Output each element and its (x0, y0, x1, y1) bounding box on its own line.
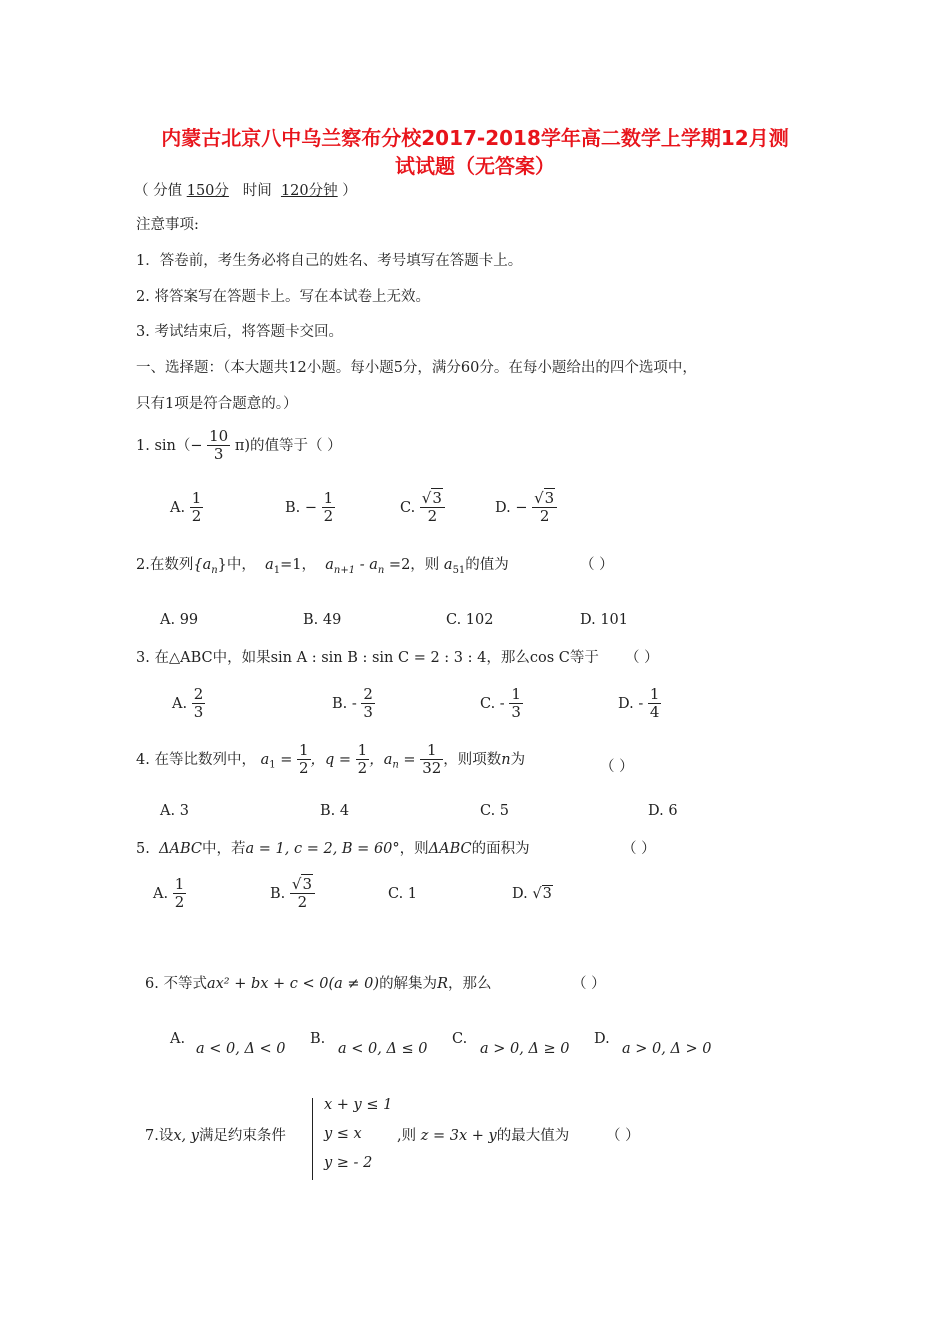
question-1 (136, 428, 342, 464)
q6-option-d-label: D. (594, 1031, 610, 1047)
q7-constraint-1: x + y ≤ 1 (324, 1097, 393, 1113)
section-instructions-line-1: 一、选择题：（本大题共12小题。每小题5分，满分60分。在每小题给出的四个选项中， (136, 360, 697, 376)
q3-answer-paren: （ ） (625, 650, 659, 666)
q4-option-b: B. 4 (320, 803, 350, 819)
q3-option-c: C. - $\frac{1}{3}$ (480, 685, 521, 722)
q3-option-a: A. $\frac{2}{3}$ (172, 685, 204, 722)
q6-option-a: a < 0, Δ < 0 (196, 1041, 286, 1057)
notes-item-3: 3. 考试结束后，将答题卡交回。 (136, 324, 343, 340)
q4-option-d: D. 6 (648, 803, 678, 819)
time-label: 时间 (242, 183, 272, 199)
section-instructions-line-2: 只有1项是符合题意的。） (136, 396, 298, 412)
exam-info (134, 179, 357, 200)
q5-answer-paren: （ ） (622, 841, 656, 857)
q4-option-a: A. 3 (160, 803, 189, 819)
q1-suffix: π)的值等于（ ） (234, 437, 342, 454)
question-6: 6. 不等式ax² + bx + c < 0(a ≠ 0)的解集为R，那么 (145, 976, 492, 992)
q7-constraint-3: y ≥ - 2 (324, 1155, 373, 1171)
question-7: 7.设x, y满足约束条件 (145, 1128, 286, 1144)
q1-prefix: 1. sin（− (136, 437, 203, 454)
q7-answer-paren: （ ） (606, 1128, 640, 1144)
q1-option-b: B. − $\frac{1}{2}$ (285, 489, 334, 526)
q3-option-b: B. - $\frac{2}{3}$ (332, 685, 373, 722)
constraint-brace (312, 1098, 321, 1180)
question-5: 5. ΔABC中，若a = 1, c = 2, B = 60°，则ΔABC的面积为 (136, 841, 530, 857)
notes-item-1: 1．答卷前，考生务必将自己的姓名、考号填写在答题卡上。 (136, 253, 523, 269)
notes-heading: 注意事项: (136, 217, 199, 233)
question-3: 3. 在△ABC中，如果sin A : sin B : sin C = 2 : 3 : 4，那么cos C等于 (136, 650, 599, 666)
q2-option-d: D. 101 (580, 612, 629, 628)
q6-option-d: a > 0, Δ > 0 (622, 1041, 712, 1057)
q3-option-d: D. - $\frac{1}{4}$ (618, 685, 660, 722)
q5-option-a: A. $\frac{1}{2}$ (153, 875, 185, 912)
q1-option-a: A. $\frac{1}{2}$ (170, 489, 202, 526)
q6-option-b-label: B. (310, 1031, 326, 1047)
q6-option-b: a < 0, Δ ≤ 0 (338, 1041, 428, 1057)
q5-option-c: C. 1 (388, 886, 418, 902)
question-4: 4. 在等比数列中， $a_1$ = $\frac{1}{2}$ ，q = $\frac{1}{2}$ ，$a_n$ = $\frac{1}{32}$ ，则项数n为 (136, 741, 526, 778)
q1-option-d: D. − $\frac{√3}{2}$ (495, 490, 557, 526)
score-value: 150分 (186, 183, 229, 199)
q7-constraint-2: y ≤ x (324, 1126, 362, 1142)
q1-option-c: C. $\frac{√3}{2}$ (400, 490, 445, 526)
q6-option-c: a > 0, Δ ≥ 0 (480, 1041, 570, 1057)
q5-option-b: B. $\frac{√3}{2}$ (270, 876, 315, 912)
question-2: 2.在数列$\{a_n\}$中， $a_1=1$， $a_{n+1} - a_n =2$，则 $a_{51}$的值为 (136, 557, 509, 576)
q6-option-c-label: C. (452, 1031, 468, 1047)
title-line-1: 内蒙古北京八中乌兰察布分校2017-2018学年高二数学上学期12月测 (161, 126, 789, 150)
info-close: ） (342, 183, 357, 199)
score-label: （ 分值 (134, 183, 183, 199)
time-value: 120分钟 (280, 183, 338, 199)
q2-option-c: C. 102 (446, 612, 494, 628)
title-line-2: 试试题（无答案） (395, 154, 555, 178)
q5-option-d: D. √3 (512, 886, 552, 902)
q4-answer-paren: （ ） (600, 759, 634, 775)
q2-answer-paren: （ ） (580, 557, 614, 573)
q1-fraction: $\frac{10}{3}$ (209, 427, 229, 464)
q2-option-b: B. 49 (303, 612, 342, 628)
q6-answer-paren: （ ） (572, 976, 606, 992)
q2-option-a: A. 99 (160, 612, 199, 628)
notes-item-2: 2. 将答案写在答题卡上。写在本试卷上无效。 (136, 289, 430, 305)
q4-option-c: C. 5 (480, 803, 510, 819)
q7-objective: ,则 z = 3x + y的最大值为 (397, 1128, 570, 1144)
q6-option-a-label: A. (170, 1031, 186, 1047)
